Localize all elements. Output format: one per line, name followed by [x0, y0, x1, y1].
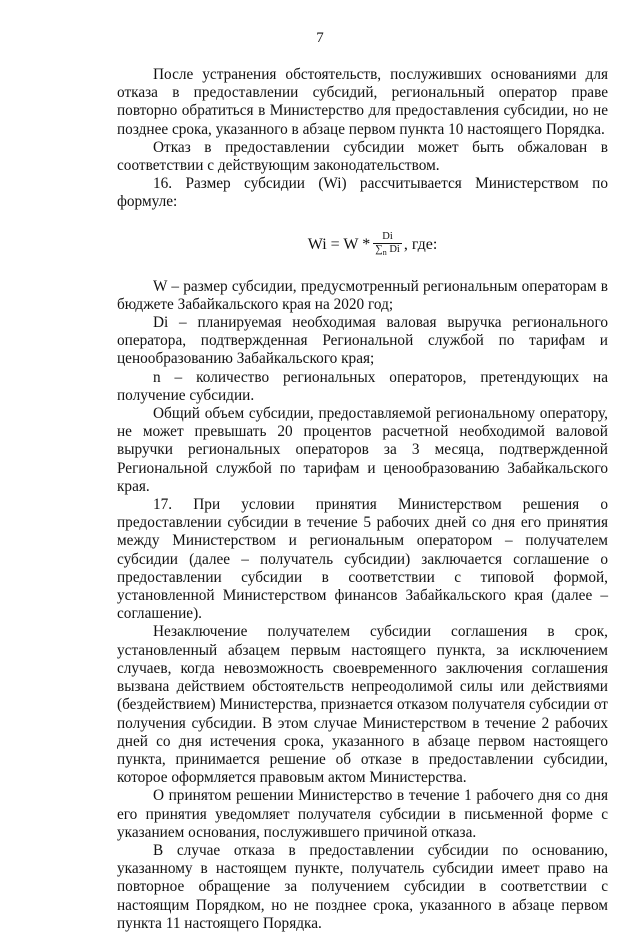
- paragraph-item-16: 16. Размер субсидии (Wi) рассчитывается Министерством по формуле:: [117, 175, 608, 211]
- paragraph-definition-di: Di – планируемая необходимая валовая выручка регионального оператора, подтвержденная Региональной службой по тарифам и ценообразованию Забайкальского края;: [117, 314, 608, 368]
- formula-expression: [308, 231, 438, 259]
- formula-denominator: [373, 244, 402, 259]
- sum-symbol: ∑: [375, 243, 383, 255]
- page-number: 7: [316, 30, 324, 46]
- formula-lhs: Wi = W *: [307, 235, 371, 253]
- subsidy-formula: [117, 212, 608, 278]
- paragraph-non-conclusion: Незаключение получателем субсидии соглашения в срок, установленный абзацем первым настоящего пункта, за исключением случаев, когда невозможность своевременного заключения соглашения вызвана действием обстоятельств непреодолимой силы или действиями (бездействием) Министерства, признается отказом получателя субсидии от получения субсидии. В этом случае Министерством в течение 2 рабочих дней со дня истечения срока, указанного в абзаце первом настоящего пункта, принимается решение об отказе в предоставлении субсидии, которое оформляется правовым актом Министерства.: [117, 623, 608, 787]
- formula-suffix: , где:: [403, 235, 438, 253]
- paragraph-appeal: Отказ в предоставлении субсидии может быть обжалован в соответствии с действующим законодательством.: [117, 138, 608, 175]
- paragraph-definition-n: n – количество региональных операторов, претендующих на получение субсидии.: [117, 368, 608, 404]
- formula-fraction: [373, 231, 402, 259]
- paragraph-total-limit: Общий объем субсидии, предоставляемой региональному оператору, не может превышать 20 процентов расчетной необходимой валовой выручки региональных операторов за 3 месяца, подтвержденной Региональной службой по тарифам и ценообразованию Забайкальского края.: [117, 405, 608, 495]
- paragraph-definition-w: W – размер субсидии, предусмотренный региональным операторам в бюджете Забайкальского края на 2020 год;: [117, 277, 608, 313]
- sum-subscript: n: [382, 247, 387, 257]
- paragraph-notification: О принятом решении Министерство в течение 1 рабочего дня со дня его принятия уведомляет получателя субсидии в письменной форме с указанием основания, послужившего причиной отказа.: [117, 787, 608, 841]
- document-body: [117, 66, 608, 933]
- paragraph-resubmission: После устранения обстоятельств, послуживших основаниями для отказа в предоставлении субсидий, региональный оператор праве повторно обратиться в Министерство для предоставления субсидии, но не позднее срока, указанного в абзаце первом пункта 10 настоящего Порядка.: [117, 66, 608, 138]
- formula-numerator: Di: [382, 230, 393, 242]
- denominator-variable: Di: [389, 243, 400, 255]
- paragraph-item-17: 17. При условии принятия Министерством решения о предоставлении субсидии в течение 5 рабочих дней со дня его принятия между Министерством и региональным оператором – получателем субсидии (далее – получатель субсидии) заключается соглашение о предоставлении субсидии в соответствии с типовой формой, установленной Министерством финансов Забайкальского края (далее – соглашение).: [117, 496, 608, 623]
- paragraph-reapplication: В случае отказа в предоставлении субсидии по основанию, указанному в настоящем пункте, получатель субсидии имеет право на повторное обращение за получением субсидии в соответствии с настоящим Порядком, но не позднее срока, указанного в абзаце первом пункта 11 настоящего Порядка.: [117, 841, 608, 932]
